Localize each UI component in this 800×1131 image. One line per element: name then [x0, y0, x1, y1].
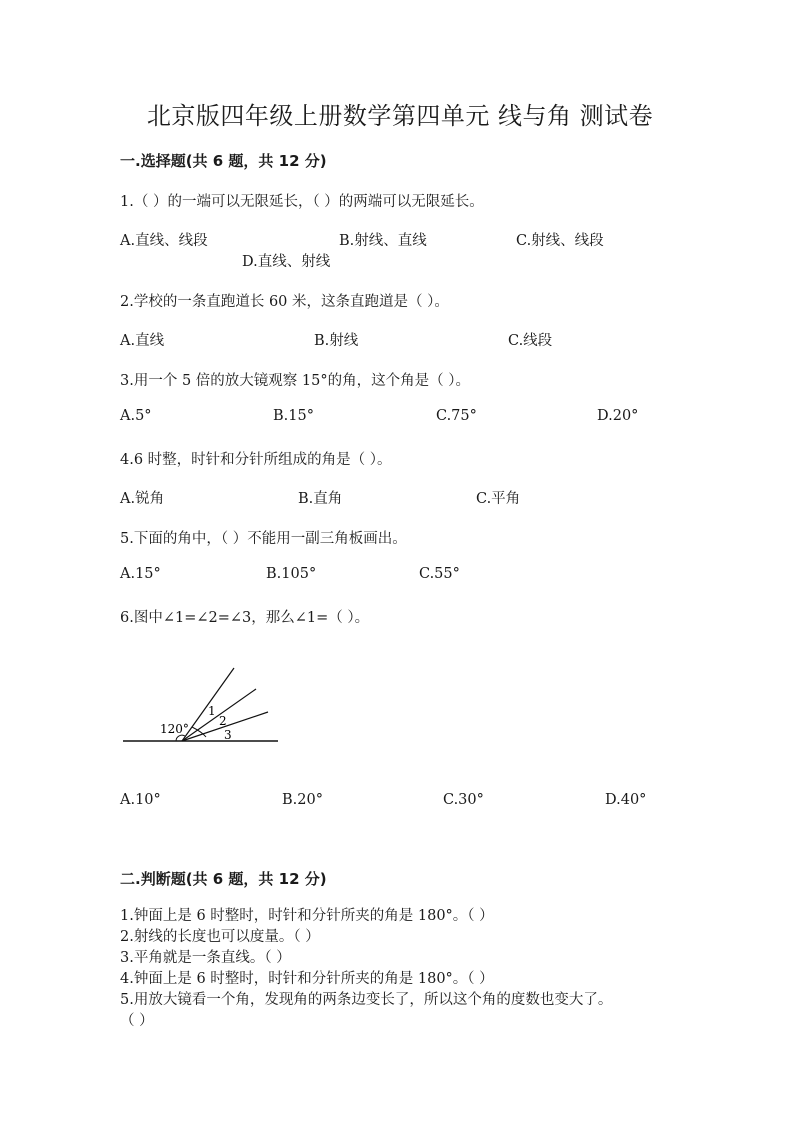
judgment-item-3: 3.平角就是一条直线。（ ）: [120, 950, 291, 966]
question-4: 4.6 时整，时针和分针所组成的角是（ ）。: [120, 452, 392, 468]
q1-option-a[interactable]: A.直线、线段: [120, 233, 208, 249]
judgment-item-5-bracket: （ ）: [120, 1013, 154, 1029]
q3-option-d[interactable]: D.20°: [597, 408, 639, 424]
q6-option-b[interactable]: B.20°: [282, 792, 323, 808]
q4-option-a[interactable]: A.锐角: [120, 491, 165, 507]
page-title: 北京版四年级上册数学第四单元 线与角 测试卷: [146, 102, 654, 130]
section-heading-judgment: 二.判断题(共 6 题，共 12 分): [120, 870, 327, 888]
q4-option-c[interactable]: C.平角: [476, 491, 521, 507]
q6-option-a[interactable]: A.10°: [120, 792, 161, 808]
q5-option-c[interactable]: C.55°: [419, 566, 460, 582]
question-2: 2.学校的一条直跑道长 60 米，这条直跑道是（ ）。: [120, 294, 449, 310]
question-6: 6.图中∠1=∠2=∠3，那么∠1=（ ）。: [120, 610, 370, 626]
judgment-item-2: 2.射线的长度也可以度量。（ ）: [120, 929, 320, 945]
q5-option-b[interactable]: B.105°: [266, 566, 317, 582]
q1-option-b[interactable]: B.射线、直线: [339, 233, 427, 249]
q1-option-c[interactable]: C.射线、线段: [516, 233, 604, 249]
q6-option-c[interactable]: C.30°: [443, 792, 484, 808]
q2-option-a[interactable]: A.直线: [120, 333, 165, 349]
q5-option-a[interactable]: A.15°: [120, 566, 161, 582]
q3-option-b[interactable]: B.15°: [273, 408, 314, 424]
question-5: 5.下面的角中，（ ）不能用一副三角板画出。: [120, 531, 407, 547]
section-heading-choice: 一.选择题(共 6 题，共 12 分): [120, 152, 327, 170]
q2-option-b[interactable]: B.射线: [314, 333, 359, 349]
judgment-item-1: 1.钟面上是 6 时整时，时针和分针所夹的角是 180°。（ ）: [120, 908, 494, 924]
q2-option-c[interactable]: C.线段: [508, 333, 553, 349]
question-3: 3.用一个 5 倍的放大镜观察 15°的角，这个角是（ ）。: [120, 373, 470, 389]
q3-option-a[interactable]: A.5°: [120, 408, 152, 424]
figure-label-1: 1: [208, 704, 216, 718]
q6-option-d[interactable]: D.40°: [605, 792, 647, 808]
q3-option-c[interactable]: C.75°: [436, 408, 477, 424]
question-1: 1.（ ）的一端可以无限延长，（ ）的两端可以无限延长。: [120, 194, 484, 210]
judgment-item-4: 4.钟面上是 6 时整时，时针和分针所夹的角是 180°。（ ）: [120, 971, 494, 987]
q4-option-b[interactable]: B.直角: [298, 491, 343, 507]
angle-figure: [118, 660, 288, 750]
figure-label-3: 3: [224, 728, 232, 742]
figure-label-120: 120°: [160, 722, 189, 736]
q1-option-d[interactable]: D.直线、射线: [242, 254, 331, 270]
judgment-item-5: 5.用放大镜看一个角，发现角的两条边变长了，所以这个角的度数也变大了。: [120, 992, 613, 1008]
figure-label-2: 2: [219, 714, 227, 728]
